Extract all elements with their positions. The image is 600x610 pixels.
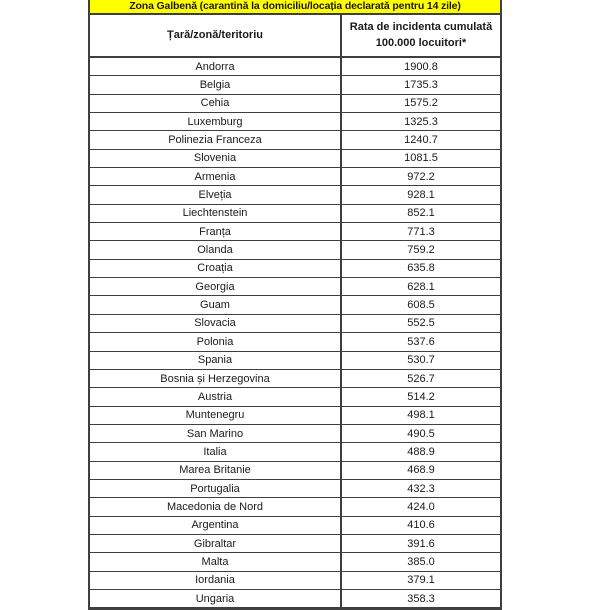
rate-cell: 852.1 bbox=[407, 207, 435, 220]
rate-cell: 488.9 bbox=[407, 445, 435, 458]
country-cell: Polinezia Franceza bbox=[90, 131, 342, 148]
rate-cell: 552.5 bbox=[407, 317, 435, 330]
country-cell: San Marino bbox=[90, 425, 342, 442]
country-cell: Elveția bbox=[90, 186, 342, 203]
rate-cell: 379.1 bbox=[407, 574, 435, 587]
rate-cell: 530.7 bbox=[407, 354, 435, 367]
table-row bbox=[90, 168, 500, 186]
table-row bbox=[90, 260, 500, 278]
table-row bbox=[90, 425, 500, 443]
table-row bbox=[90, 388, 500, 406]
rate-cell: 514.2 bbox=[407, 390, 435, 403]
table-row bbox=[90, 186, 500, 204]
table-row bbox=[90, 535, 500, 553]
country-cell: Polonia bbox=[90, 333, 342, 350]
country-cell: Andorra bbox=[90, 58, 342, 75]
country-cell: Macedonia de Nord bbox=[90, 498, 342, 515]
country-cell: Argentina bbox=[90, 517, 342, 534]
table-row bbox=[90, 480, 500, 498]
rate-cell: 759.2 bbox=[407, 244, 435, 257]
table-row bbox=[90, 498, 500, 516]
table-row bbox=[90, 370, 500, 388]
country-cell: Slovacia bbox=[90, 315, 342, 332]
country-cell: Malta bbox=[90, 553, 342, 570]
incidence-table bbox=[88, 0, 502, 610]
rate-cell: 1900.8 bbox=[404, 60, 438, 73]
rate-cell: 628.1 bbox=[407, 280, 435, 293]
table-row bbox=[90, 407, 500, 425]
rate-cell: 537.6 bbox=[407, 335, 435, 348]
table-row bbox=[90, 333, 500, 351]
rate-cell: 391.6 bbox=[407, 537, 435, 550]
rate-cell: 1081.5 bbox=[404, 152, 438, 165]
table-row bbox=[90, 315, 500, 333]
rate-cell: 490.5 bbox=[407, 427, 435, 440]
zone-title-text: Zona Galbenă (carantină la domiciliu/locația declarată pentru 14 zile) bbox=[129, 0, 461, 12]
rate-cell: 928.1 bbox=[407, 189, 435, 202]
table-row bbox=[90, 278, 500, 296]
table-row bbox=[90, 76, 500, 94]
table-row bbox=[90, 553, 500, 571]
rate-header-line1: Rata de incidenta cumulată bbox=[349, 20, 493, 33]
rate-cell: 498.1 bbox=[407, 409, 435, 422]
table-row bbox=[90, 131, 500, 149]
rate-cell: 771.3 bbox=[407, 225, 435, 238]
country-cell: Belgia bbox=[90, 76, 342, 93]
table-row bbox=[90, 113, 500, 131]
table-row bbox=[90, 58, 500, 76]
rate-cell: 1240.7 bbox=[404, 134, 438, 147]
rate-cell: 1735.3 bbox=[404, 79, 438, 92]
country-cell: Portugalia bbox=[90, 480, 342, 497]
table-row bbox=[90, 590, 500, 608]
zone-title-bar bbox=[90, 0, 500, 15]
country-cell: Ungaria bbox=[90, 590, 342, 607]
rate-cell: 1575.2 bbox=[404, 97, 438, 110]
country-cell: Armenia bbox=[90, 168, 342, 185]
rate-cell: 432.3 bbox=[407, 482, 435, 495]
country-cell: Franța bbox=[90, 223, 342, 240]
table-row bbox=[90, 572, 500, 590]
column-header-row bbox=[90, 15, 500, 58]
table-body bbox=[90, 58, 500, 608]
rate-cell: 385.0 bbox=[407, 555, 435, 568]
country-cell: Iordania bbox=[90, 572, 342, 589]
table-row bbox=[90, 462, 500, 480]
table-row bbox=[90, 150, 500, 168]
rate-cell: 526.7 bbox=[407, 372, 435, 385]
country-cell: Marea Britanie bbox=[90, 462, 342, 479]
table-row bbox=[90, 95, 500, 113]
rate-cell: 972.2 bbox=[407, 170, 435, 183]
rate-column-header bbox=[342, 15, 500, 56]
rate-cell: 1325.3 bbox=[404, 115, 438, 128]
table-row bbox=[90, 296, 500, 314]
table-row bbox=[90, 352, 500, 370]
table-row bbox=[90, 205, 500, 223]
country-cell: Italia bbox=[90, 443, 342, 460]
table-row bbox=[90, 443, 500, 461]
country-cell: Georgia bbox=[90, 278, 342, 295]
country-cell: Guam bbox=[90, 296, 342, 313]
country-cell: Austria bbox=[90, 388, 342, 405]
rate-cell: 468.9 bbox=[407, 464, 435, 477]
table-row bbox=[90, 517, 500, 535]
country-cell: Croația bbox=[90, 260, 342, 277]
rate-cell: 424.0 bbox=[407, 500, 435, 513]
country-cell: Liechtenstein bbox=[90, 205, 342, 222]
country-cell: Gibraltar bbox=[90, 535, 342, 552]
rate-header-line2: 100.000 locuitori* bbox=[375, 36, 467, 49]
table-row bbox=[90, 223, 500, 241]
rate-cell: 635.8 bbox=[407, 262, 435, 275]
country-cell: Slovenia bbox=[90, 150, 342, 167]
country-column-header: Țară/zonă/teritoriu bbox=[90, 15, 342, 56]
table-row bbox=[90, 241, 500, 259]
country-cell: Muntenegru bbox=[90, 407, 342, 424]
country-cell: Cehia bbox=[90, 95, 342, 112]
rate-cell: 608.5 bbox=[407, 299, 435, 312]
country-cell: Luxemburg bbox=[90, 113, 342, 130]
rate-cell: 410.6 bbox=[407, 519, 435, 532]
country-cell: Spania bbox=[90, 352, 342, 369]
country-cell: Bosnia și Herzegovina bbox=[90, 370, 342, 387]
country-cell: Olanda bbox=[90, 241, 342, 258]
rate-cell: 358.3 bbox=[407, 592, 435, 605]
